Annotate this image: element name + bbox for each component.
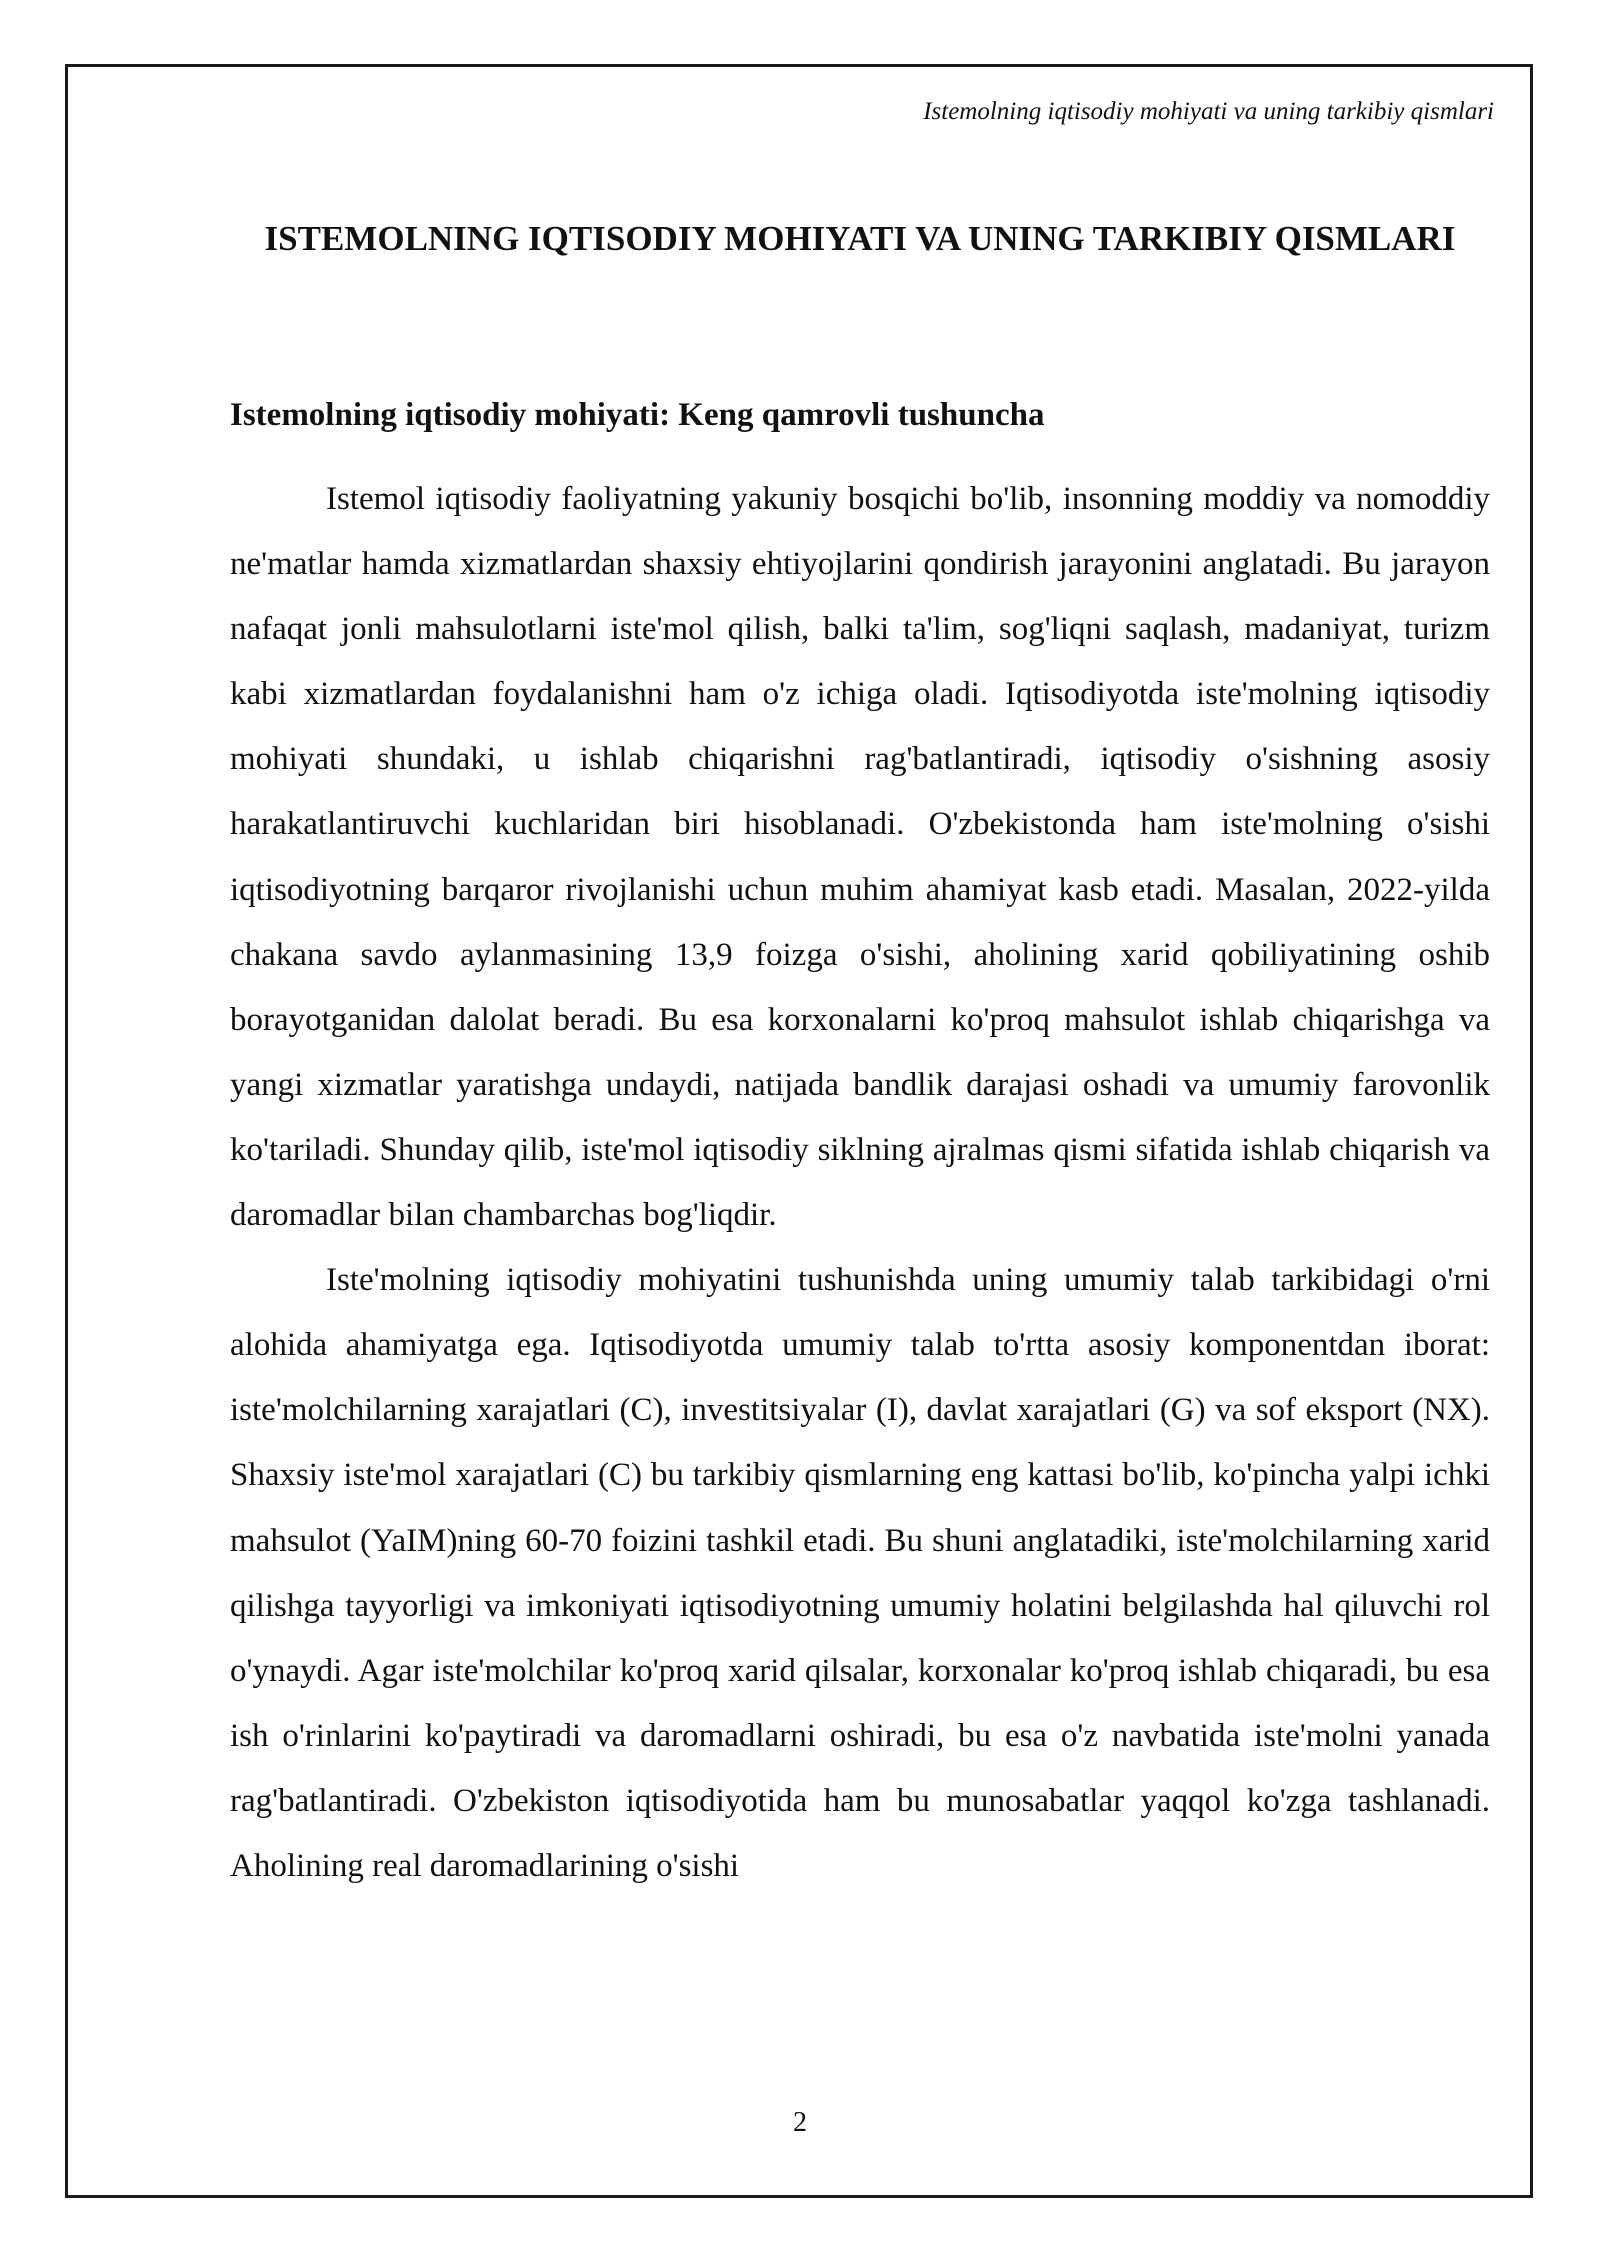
section-heading: Istemolning iqtisodiy mohiyati: Keng qamrovli tushuncha [230, 397, 1045, 433]
body-text [230, 467, 1490, 1899]
page-number: 2 [793, 2107, 807, 2138]
paragraph: Iste'molning iqtisodiy mohiyatini tushunishda uning umumiy talab tarkibidagi o'rni alohida ahamiyatga ega. Iqtisodiyotda umumiy talab to'rtta asosiy komponentdan iborat: iste'molchilarning xarajatlari (C), investitsiyalar (I), davlat xarajatlari (G) va sof eksport (NX). Shaxsiy iste'mol xarajatlari (C) bu tarkibiy qismlarning eng kattasi bo'lib, ko'pincha yalpi ichki mahsulot (YaIM)ning 60-70 foizini tashkil etadi. Bu shuni anglatadiki, iste'molchilarning xarid qilishga tayyorligi va imkoniyati iqtisodiyotning umumiy holatini belgilashda hal qiluvchi rol o'ynaydi. Agar iste'molchilar ko'proq xarid qilsalar, korxonalar ko'proq ishlab chiqaradi, bu esa ish o'rinlarini ko'paytiradi va daromadlarni oshiradi, bu esa o'z navbatida iste'molni yanada rag'batlantiradi. O'zbekiston iqtisodiyotida ham bu munosabatlar yaqqol ko'zga tashlanadi. Aholining real daromadlarining o'sishi [230, 1262, 1490, 1884]
paragraph: Istemol iqtisodiy faoliyatning yakuniy bosqichi bo'lib, insonning moddiy va nomoddiy ne'matlar hamda xizmatlardan shaxsiy ehtiyojlarini qondirish jarayonini anglatadi. Bu jarayon nafaqat jonli mahsulotlarni iste'mol qilish, balki ta'lim, sog'liqni saqlash, madaniyat, turizm kabi xizmatlardan foydalanishni ham o'z ichiga oladi. Iqtisodiyotda iste'molning iqtisodiy mohiyati shundaki, u ishlab chiqarishni rag'batlantiradi, iqtisodiy o'sishning asosiy harakatlantiruvchi kuchlaridan biri hisoblanadi. O'zbekistonda ham iste'molning o'sishi iqtisodiyotning barqaror rivojlanishi uchun muhim ahamiyat kasb etadi. Masalan, 2022-yilda chakana savdo aylanmasining 13,9 foizga o'sishi, aholining xarid qobiliyatining oshib borayotganidan dalolat beradi. Bu esa korxonalarni ko'proq mahsulot ishlab chiqarishga va yangi xizmatlar yaratishga undaydi, natijada bandlik darajasi oshadi va umumiy farovonlik ko'tariladi. Shunday qilib, iste'mol iqtisodiy siklning ajralmas qismi sifatida ishlab chiqarish va daromadlar bilan chambarchas bog'liqdir. [230, 481, 1490, 1234]
running-header: Istemolning iqtisodiy mohiyati va uning tarkibiy qismlari [923, 98, 1494, 125]
document-title: ISTEMOLNING IQTISODIY MOHIYATI VA UNING TARKIBIY QISMLARI [264, 219, 1456, 258]
